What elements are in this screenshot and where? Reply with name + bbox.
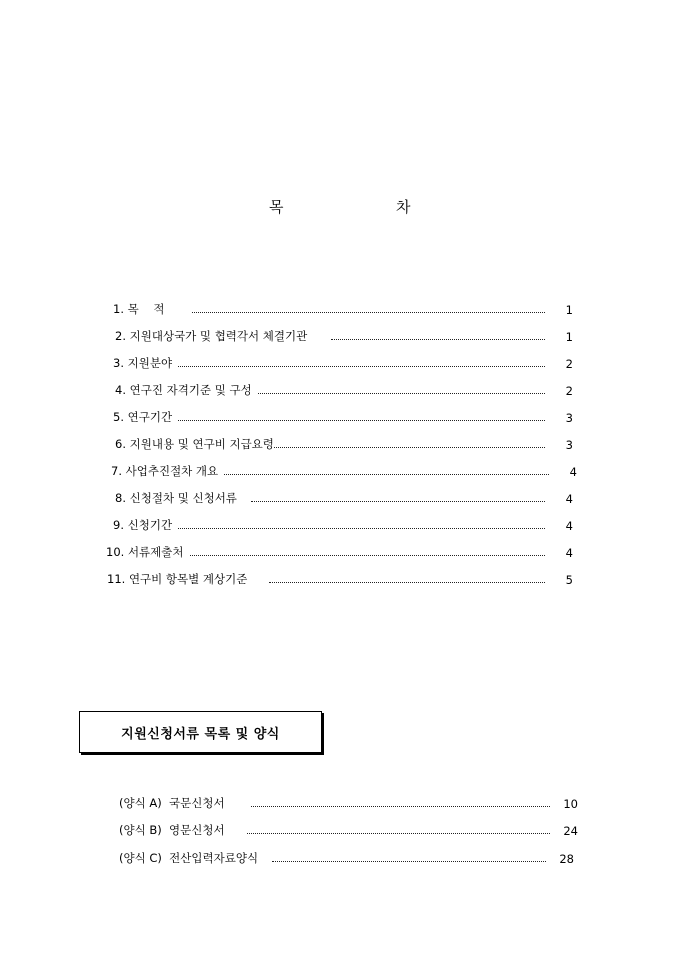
toc-item-page: 3 bbox=[565, 438, 573, 452]
form-item-page: 10 bbox=[563, 797, 578, 811]
toc-item-page: 4 bbox=[565, 492, 573, 506]
toc-item-9 bbox=[113, 515, 573, 533]
toc-item-label: 8. 신청절차 및 신청서류 bbox=[115, 491, 237, 505]
form-item-b bbox=[119, 820, 578, 838]
leader-dots bbox=[251, 806, 550, 807]
toc-item-10 bbox=[106, 542, 573, 560]
form-item-c bbox=[119, 848, 574, 866]
leader-dots bbox=[272, 861, 546, 862]
toc-item-4 bbox=[115, 380, 573, 398]
toc-item-label: 9. 신청기간 bbox=[113, 518, 173, 532]
toc-title-char-2: 차 bbox=[396, 198, 411, 216]
form-item-label: (양식 C) 전산입력자료양식 bbox=[119, 851, 259, 865]
form-item-a bbox=[119, 793, 578, 811]
toc-item-label: 5. 연구기간 bbox=[113, 410, 173, 424]
toc-item-11 bbox=[107, 569, 573, 587]
toc-item-page: 3 bbox=[565, 411, 573, 425]
toc-item-8 bbox=[115, 488, 573, 506]
forms-section-heading-text: 지원신청서류 목록 및 양식 bbox=[121, 726, 280, 742]
toc-item-2 bbox=[115, 326, 573, 344]
leader-dots bbox=[190, 555, 546, 556]
leader-dots bbox=[224, 474, 549, 475]
form-item-page: 28 bbox=[559, 852, 574, 866]
toc-item-label: 1. 목 적 bbox=[113, 302, 165, 316]
toc-item-page: 4 bbox=[569, 465, 577, 479]
toc-item-page: 4 bbox=[565, 546, 573, 560]
toc-item-page: 2 bbox=[565, 384, 573, 398]
leader-dots bbox=[269, 582, 545, 583]
toc-item-5 bbox=[113, 407, 573, 425]
toc-item-label: 7. 사업추진절차 개요 bbox=[111, 464, 219, 478]
toc-item-page: 5 bbox=[565, 573, 573, 587]
leader-dots bbox=[251, 501, 545, 502]
toc-item-label: 6. 지원내용 및 연구비 지급요령 bbox=[115, 437, 274, 451]
leader-dots bbox=[258, 393, 545, 394]
toc-item-label: 4. 연구진 자격기준 및 구성 bbox=[115, 383, 252, 397]
toc-item-6 bbox=[115, 434, 573, 452]
toc-item-label: 2. 지원대상국가 및 협력각서 체결기관 bbox=[115, 329, 308, 343]
leader-dots bbox=[178, 420, 545, 421]
toc-item-7 bbox=[111, 461, 577, 479]
leader-dots bbox=[192, 312, 545, 313]
leader-dots bbox=[274, 447, 545, 448]
toc-item-label: 10. 서류제출처 bbox=[106, 545, 184, 559]
form-item-label: (양식 A) 국문신청서 bbox=[119, 796, 225, 810]
leader-dots bbox=[247, 833, 550, 834]
toc-item-1 bbox=[113, 299, 573, 317]
leader-dots bbox=[178, 528, 545, 529]
toc-item-page: 1 bbox=[565, 330, 573, 344]
toc-item-label: 3. 지원분야 bbox=[113, 356, 173, 370]
toc-item-page: 2 bbox=[565, 357, 573, 371]
toc-title-char-1: 목 bbox=[269, 198, 284, 216]
toc-item-page: 1 bbox=[565, 303, 573, 317]
leader-dots bbox=[331, 339, 545, 340]
form-item-label: (양식 B) 영문신청서 bbox=[119, 823, 225, 837]
toc-item-3 bbox=[113, 353, 573, 371]
form-item-page: 24 bbox=[563, 824, 578, 838]
toc-item-label: 11. 연구비 항목별 계상기준 bbox=[107, 572, 248, 586]
leader-dots bbox=[178, 366, 545, 367]
forms-section-heading bbox=[79, 711, 322, 753]
toc-item-page: 4 bbox=[565, 519, 573, 533]
